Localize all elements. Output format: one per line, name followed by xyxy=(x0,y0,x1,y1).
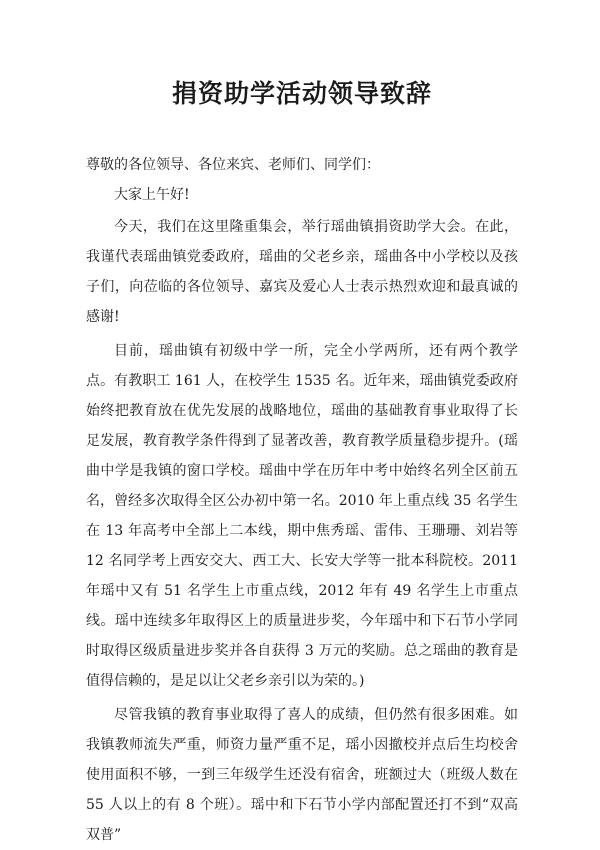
salutation: 尊敬的各位领导、各位来宾、老师们、同学们： xyxy=(86,157,380,173)
paragraph-education-status: 目前，瑶曲镇有初级中学一所，完全小学两所，还有两个教学点。有教职工 161 人，在校学生 1535 名。近年来，瑶曲镇党委政府始终把教育放在优先发展的战略地位，瑶曲的基础教育事业取得了长足发展，教育教学条件得到了显著改善，教育教学质量稳步提升。(瑶曲中学是我镇的窗口学校。瑶曲中学在历年中考中始终名列全区前五名，曾经多次取得全区公办初中第一名。2010 年上重点线 35 名学生在 13 年高考中全部上二本线，期中焦秀瑶、雷伟、王珊珊、刘岩等 12 名同学考上西安交大、西工大、长安大学等一批本科院校。2011 年瑶中又有 51 名学生上市重点线，2012 年有 49 名学生上市重点线。瑶中连续多年取得区上的质量进步奖，今年瑶中和下石节小学同时取得区级质量进步奖并各自获得 3 万元的奖励。总之瑶曲的教育是值得信赖的，是足以让父老乡亲引以为荣的。) xyxy=(86,343,518,689)
document-title: 捐资助学活动领导致辞 xyxy=(171,79,432,108)
greeting: 大家上午好! xyxy=(114,187,190,203)
paragraph-difficulties: 尽管我镇的教育事业取得了喜人的成绩，但仍然有很多困难。如我镇教师流失严重，师资力量严重不足，瑶小因撤校并点后生均校舍使用面积不够，一到三年级学生还没有宿舍，班额过大（班级人数在 55 人以上的有 8 个班）。瑶中和下石节小学内部配置还打不到“双高双普” xyxy=(86,707,518,843)
paragraph-welcome: 今天，我们在这里隆重集会，举行瑶曲镇捐资助学大会。在此，我谨代表瑶曲镇党委政府，瑶曲的父老乡亲，瑶曲各中小学校以及孩子们，向莅临的各位领导、嘉宾及爱心人士表示热烈欢迎和最真诚的感谢! xyxy=(86,219,518,325)
